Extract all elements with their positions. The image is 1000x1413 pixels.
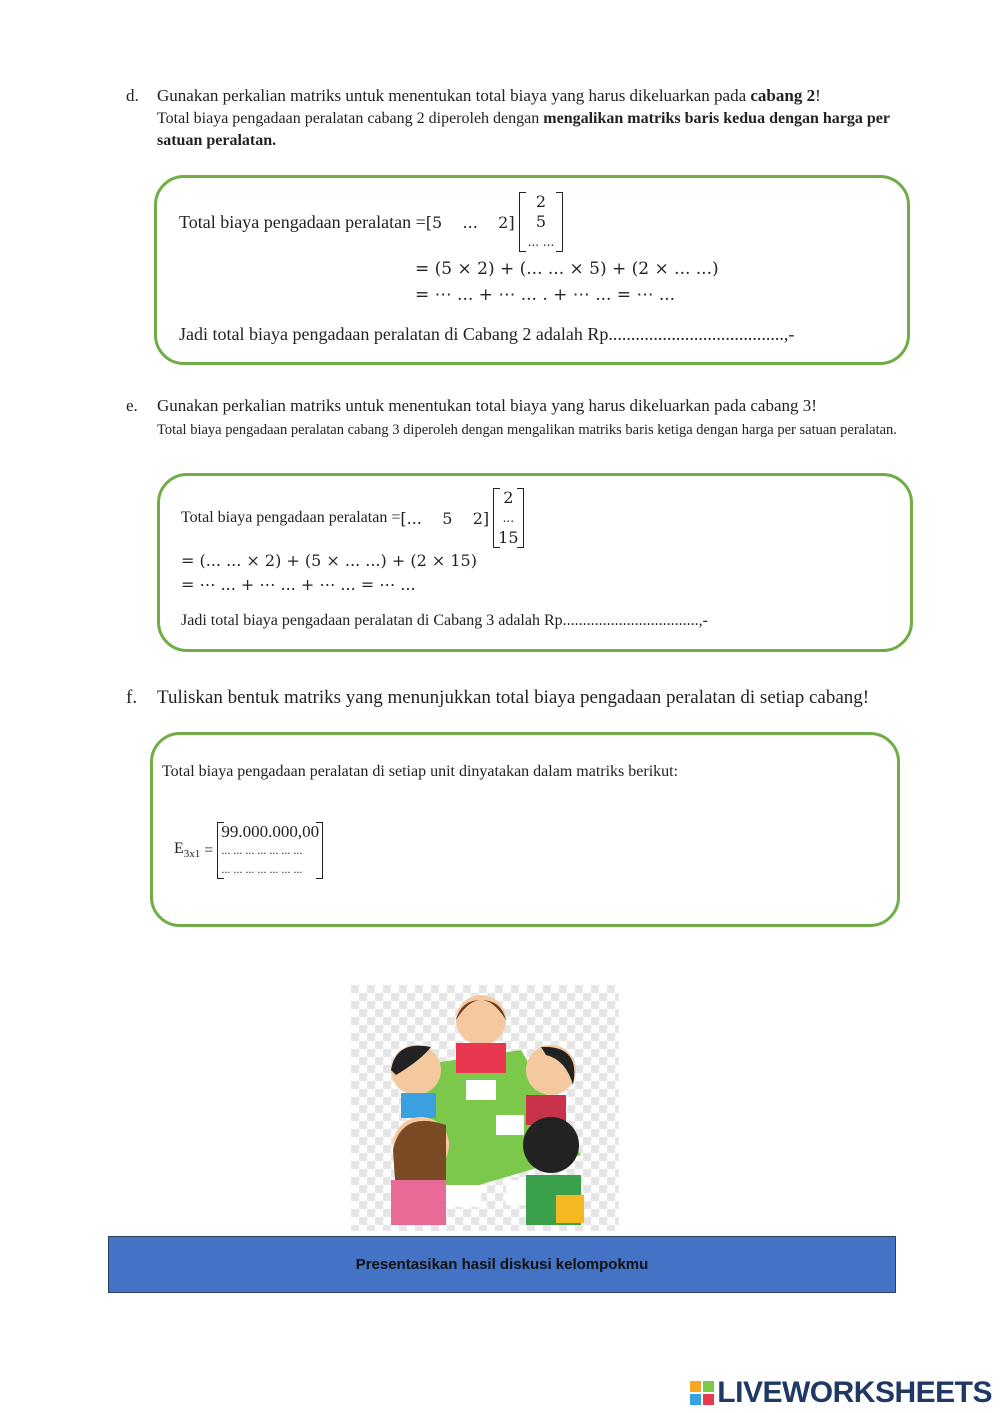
equation-d bbox=[179, 192, 563, 252]
question-e-marker: e. bbox=[126, 396, 138, 415]
equation-line-2: = ⋯ ... + ⋯ ... + ⋯ ... = ⋯ ... bbox=[181, 575, 416, 594]
equation-label: Total biaya pengadaan peralatan = bbox=[179, 211, 426, 232]
conclusion-d[interactable]: Jadi total biaya pengadaan peralatan di Cabang 2 adalah Rp.......................................,- bbox=[179, 324, 795, 344]
matrix-name bbox=[174, 840, 200, 860]
equals-sign: = bbox=[200, 841, 218, 859]
question-d-end: ! bbox=[815, 86, 821, 105]
equation-label: Total biaya pengadaan peralatan = bbox=[181, 509, 401, 526]
question-d-bold: cabang 2 bbox=[750, 86, 816, 105]
matrix-entry: 5 bbox=[535, 212, 547, 231]
question-f-marker: f. bbox=[126, 687, 138, 708]
conclusion-e[interactable]: Jadi total biaya pengadaan peralatan di Cabang 3 adalah Rp..................................,- bbox=[181, 612, 708, 629]
question-f: Tuliskan bentuk matriks yang menunjukkan total biaya pengadaan peralatan di setiap cabang! bbox=[157, 687, 870, 708]
question-d-text: Gunakan perkalian matriks untuk menentukan total biaya yang harus dikeluarkan pada bbox=[157, 86, 751, 105]
matrix-entry: 2 bbox=[503, 488, 514, 507]
matrix-subscript: 3x1 bbox=[183, 848, 201, 861]
logo-text: LIVEWORKSHEETS bbox=[717, 1376, 992, 1409]
present-results-banner: Presentasikan hasil diskusi kelompokmu bbox=[108, 1236, 896, 1293]
column-matrix bbox=[217, 822, 323, 879]
liveworksheets-logo bbox=[690, 1376, 992, 1410]
equation-line-1: = (5 × 2) + (... ... × 5) + (2 × ... ...) bbox=[415, 259, 719, 279]
equation-line-2: = ⋯ ... + ⋯ ... . + ⋯ ... = ⋯ ... bbox=[415, 285, 676, 305]
matrix-e bbox=[174, 822, 323, 879]
hint-d bbox=[157, 108, 932, 152]
hint-d-text: Total biaya pengadaan peralatan cabang 2 diperoleh dengan bbox=[157, 110, 544, 127]
matrix-entry: 15 bbox=[498, 528, 519, 547]
question-d bbox=[157, 86, 821, 106]
matrix-entry[interactable]: ... ... ... ... ... ... ... bbox=[221, 843, 303, 857]
hint-e: Total biaya pengadaan peralatan cabang 3 diperoleh dengan mengalikan matriks baris ketiga dengan harga per satuan peralatan. bbox=[157, 422, 897, 438]
matrix-letter: E bbox=[174, 840, 184, 858]
column-matrix bbox=[519, 192, 564, 252]
question-d-marker: d. bbox=[126, 86, 139, 105]
equation-e bbox=[181, 488, 524, 548]
question-e: Gunakan perkalian matriks untuk menentukan total biaya yang harus dikeluarkan pada cabang 3! bbox=[157, 396, 817, 415]
equation-line-1: = (... ... × 2) + (5 × ... ...) + (2 × 15) bbox=[181, 551, 477, 570]
liveworksheets-logo-icon bbox=[690, 1381, 714, 1405]
column-matrix bbox=[493, 488, 523, 548]
matrix-entry: ... bbox=[502, 511, 515, 525]
matrix-entry: 99.000.000,00 bbox=[221, 822, 320, 841]
hint-d-bold: mengalikan matriks baris kedua dengan harga per satuan peralatan. bbox=[157, 110, 890, 149]
matrix-intro: Total biaya pengadaan peralatan di setiap unit dinyatakan dalam matriks berikut: bbox=[162, 763, 679, 780]
group-discussion-illustration bbox=[351, 985, 619, 1231]
matrix-entry: 2 bbox=[535, 192, 547, 211]
matrix-entry[interactable]: ... ... ... ... ... ... ... bbox=[221, 862, 303, 876]
row-matrix: [... 5 2] bbox=[400, 508, 490, 528]
matrix-entry: ... ... bbox=[527, 235, 555, 249]
row-matrix: [5 ... 2] bbox=[425, 212, 515, 232]
